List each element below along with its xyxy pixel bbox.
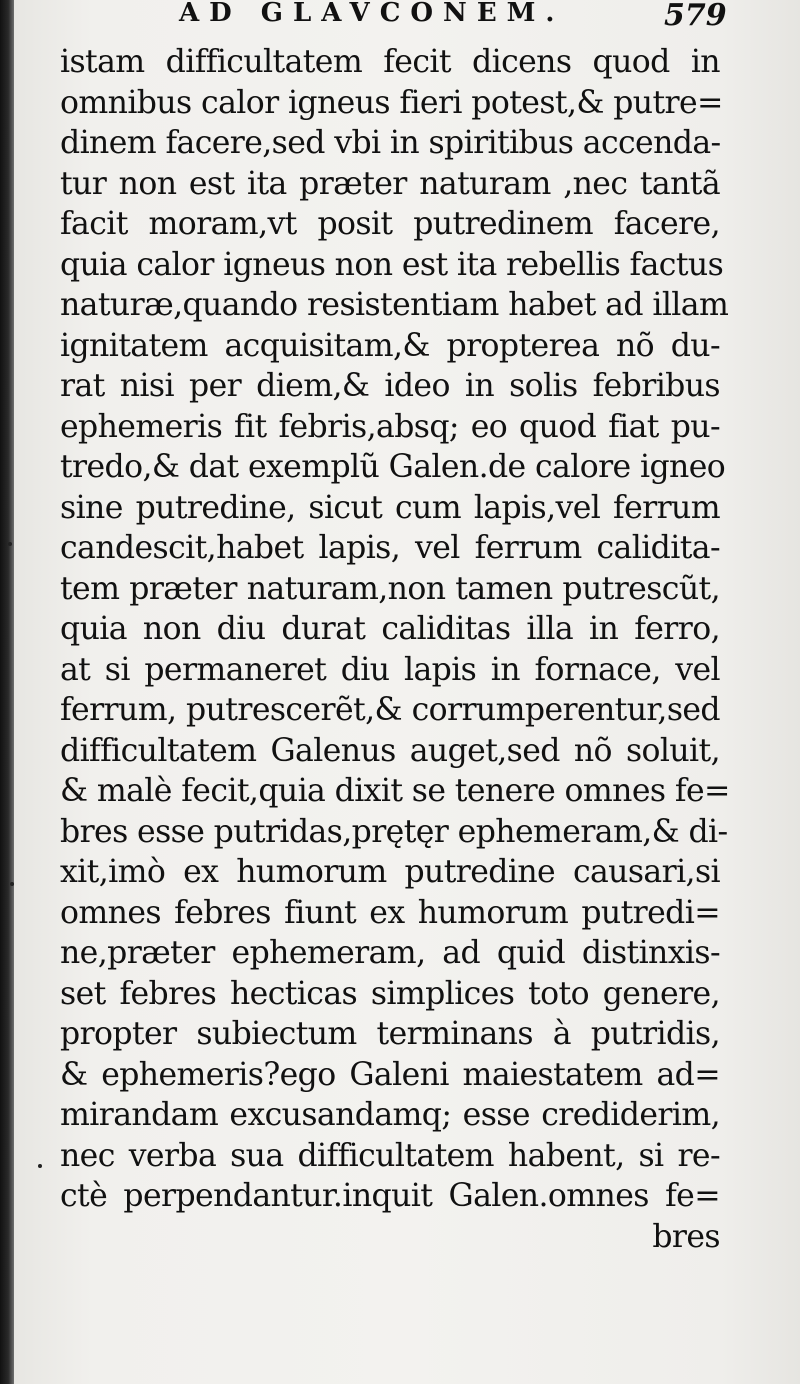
text-line: tur non est ita præter naturam ,nec tantã xyxy=(60,165,720,202)
text-line: tredo,& dat exemplũ Galen.de calore igneo xyxy=(60,449,726,485)
text-line: quia calor igneus non est ita rebellis factus xyxy=(60,246,724,283)
page-number: 579 xyxy=(664,0,727,33)
text-line: & ephemeris?ego Galeni maiestatem ad= xyxy=(60,1056,720,1093)
text-line: sine putredine, sicut cum lapis,vel ferrum xyxy=(60,489,720,526)
text-line: mirandam excusandamq; esse crediderim, xyxy=(60,1097,720,1133)
text-line: naturæ,quando resistentiam habet ad illam xyxy=(60,287,729,323)
text-line: omnes febres fiunt ex humorum putredi= xyxy=(60,894,720,931)
body-text xyxy=(60,42,730,1257)
text-line: bres esse putridas,prętęr ephemeram,& di- xyxy=(60,813,728,850)
text-line: candescit,habet lapis, vel ferrum calidita- xyxy=(60,530,720,566)
book-page xyxy=(14,0,800,1384)
text-line: nec verba sua difficultatem habent, si re- xyxy=(60,1137,720,1174)
text-line: ne,præter ephemeram, ad quid distinxis- xyxy=(60,935,720,971)
text-line: at si permaneret diu lapis in fornace, vel xyxy=(60,651,720,688)
text-line: propter subiectum terminans à putridis, xyxy=(60,1016,720,1052)
page-header xyxy=(159,0,779,33)
text-line: tem præter naturam,non tamen putrescũt, xyxy=(60,570,720,607)
print-speck xyxy=(8,542,12,546)
text-line: istam difficultatem fecit dicens quod in xyxy=(60,44,720,80)
text-line: ephemeris fit febris,absq; eo quod fiat pu- xyxy=(60,408,720,445)
running-head: AD GLAVCONEM. xyxy=(179,0,565,28)
text-line: facit moram,vt posit putredinem facere, xyxy=(60,206,720,242)
text-line: ctè perpendantur.inquit Galen.omnes fe= xyxy=(60,1178,720,1214)
text-line: dinem facere,sed vbi in spiritibus accenda- xyxy=(60,125,721,161)
print-speck xyxy=(38,1164,42,1168)
catchword: bres xyxy=(652,1218,720,1255)
text-line: rat nisi per diem,& ideo in solis febribus xyxy=(60,368,720,404)
text-line: quia non diu durat caliditas illa in ferro, xyxy=(60,611,720,647)
text-line: omnibus calor igneus fieri potest,& putre= xyxy=(60,84,723,121)
text-line: ferrum, putrescerẽt,& corrumperentur,sed xyxy=(60,692,720,728)
book-spine-shadow xyxy=(0,0,14,1384)
text-line: xit,imò ex humorum putredine causari,si xyxy=(60,854,720,890)
print-speck xyxy=(10,882,14,886)
text-line: & malè fecit,quia dixit se tenere omnes fe= xyxy=(60,773,730,809)
text-line: ignitatem acquisitam,& propterea nõ du- xyxy=(60,327,720,364)
text-line: difficultatem Galenus auget,sed nõ soluit, xyxy=(60,732,720,769)
text-line: set febres hecticas simplices toto genere, xyxy=(60,975,720,1012)
